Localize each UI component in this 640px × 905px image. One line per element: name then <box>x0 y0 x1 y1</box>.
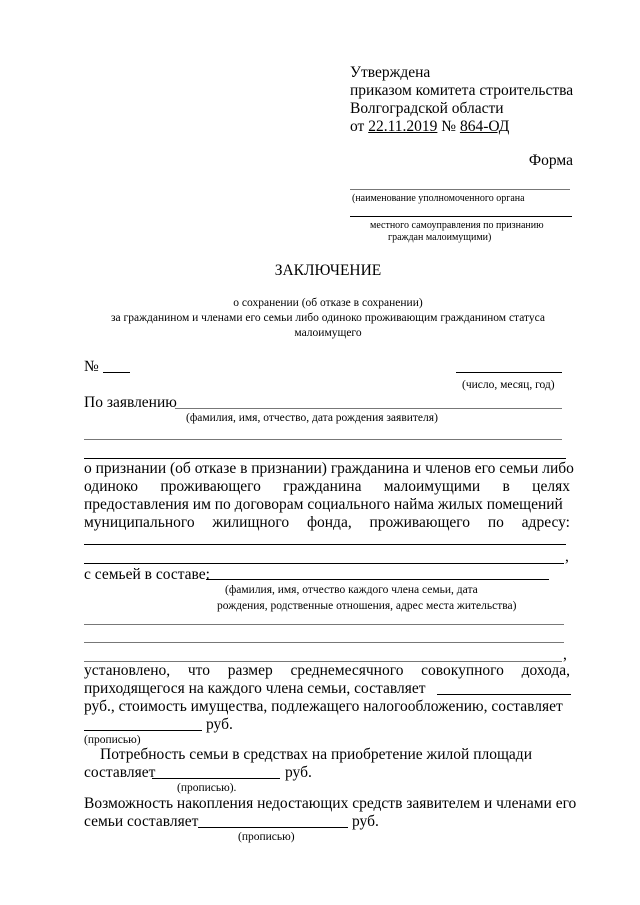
savings-line-2-prefix: семьи составляет <box>84 813 199 830</box>
property-field[interactable] <box>84 730 202 731</box>
savings-line-2-suffix: руб. <box>352 813 379 830</box>
address-field-2[interactable] <box>84 563 564 564</box>
income-field[interactable] <box>437 694 571 695</box>
family-field[interactable] <box>206 579 549 580</box>
subtitle-line-3: малоимущего <box>294 327 362 339</box>
need-line-1: Потребность семьи в средствах на приобретение жилой площади <box>100 746 532 763</box>
applicant-field[interactable] <box>175 408 562 409</box>
applicant-field-3[interactable] <box>84 458 566 459</box>
income-line-4-suffix: руб. <box>206 716 233 733</box>
need-line-2-prefix: составляет <box>84 764 156 781</box>
income-caption: (прописью) <box>84 734 141 746</box>
authority-line-2 <box>350 216 572 217</box>
savings-caption: (прописью) <box>238 831 295 843</box>
authority-caption-1: (наименование уполномоченного органа <box>352 193 525 204</box>
approval-date-prefix: от <box>350 118 369 135</box>
income-line-3: руб., стоимость имущества, подлежащего налогообложению, составляет <box>84 698 563 715</box>
authority-caption-2: местного самоуправления по признанию <box>370 220 544 231</box>
need-caption: (прописью). <box>177 782 237 794</box>
authority-line-1 <box>350 189 570 190</box>
income-line-2: приходящегося на каждого члена семьи, составляет <box>84 680 426 697</box>
income-line-1: установлено, что размер среднемесячного совокупного дохода, <box>84 662 570 679</box>
approval-date: 22.11.2019 <box>368 118 438 135</box>
family-label: с семьей в составе: <box>84 566 210 583</box>
family-field-2[interactable] <box>84 624 564 625</box>
subtitle-line-2: за гражданином и членами его семьи либо одиноко проживающим гражданином статуса <box>110 312 546 324</box>
approval-line-2: приказом комитета строительства <box>350 82 574 99</box>
family-caption-1: (фамилия, имя, отчество каждого члена семьи, дата <box>225 584 478 596</box>
authority-caption-3: граждан малоимущими) <box>388 232 492 243</box>
application-label: По заявлению <box>84 394 177 411</box>
need-field[interactable] <box>152 778 280 779</box>
family-field-3[interactable] <box>84 642 564 643</box>
address-field-1[interactable] <box>84 544 566 545</box>
recognition-line-3: предоставления им по договорам социального найма жилых помещений <box>84 496 563 513</box>
approval-line-4 <box>350 118 509 136</box>
subtitle-line-1: о сохранении (об отказе в сохранении) <box>233 297 423 309</box>
date-field[interactable] <box>456 372 562 373</box>
recognition-line-2: одиноко проживающего гражданина малоимущими в целях <box>84 478 570 495</box>
document-title: ЗАКЛЮЧЕНИЕ <box>274 262 382 279</box>
number-field[interactable] <box>103 372 130 373</box>
recognition-line-1: о признании (об отказе в признании) гражданина и членов его семьи либо <box>84 460 574 477</box>
form-label: Форма <box>528 152 573 169</box>
recognition-line-4: муниципального жилищного фонда, проживающего по адресу: <box>84 514 570 531</box>
savings-field[interactable] <box>198 827 348 828</box>
address-comma: , <box>565 548 569 565</box>
approval-line-3: Волгоградской области <box>350 100 504 117</box>
need-line-2-suffix: руб. <box>285 764 312 781</box>
number-label: № <box>84 358 99 375</box>
date-caption: (число, месяц, год) <box>462 379 555 391</box>
approval-line-1: Утверждена <box>350 64 431 81</box>
approval-number: 864-ОД <box>459 118 510 135</box>
approval-number-sign: № <box>437 118 460 135</box>
savings-line-1: Возможность накопления недостающих средств заявителем и членами его <box>84 795 577 812</box>
applicant-caption: (фамилия, имя, отчество, дата рождения заявителя) <box>186 412 438 424</box>
family-comma: , <box>563 646 567 663</box>
applicant-field-2[interactable] <box>84 439 562 440</box>
family-caption-2: рождения, родственные отношения, адрес места жительства) <box>217 600 517 612</box>
